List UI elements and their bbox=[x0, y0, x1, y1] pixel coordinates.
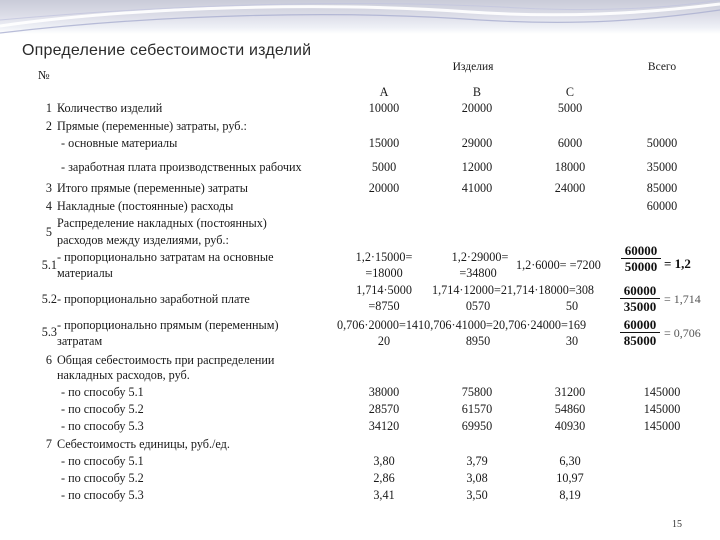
cell-a: 28570 bbox=[368, 402, 400, 416]
row-label: Итого прямые (переменные) затраты bbox=[57, 181, 248, 195]
row-number: 7 bbox=[45, 437, 52, 451]
row-label: - пропорционально заработной плате bbox=[57, 292, 250, 306]
header-total: Всего bbox=[647, 61, 677, 73]
calc-c: 50 bbox=[565, 299, 579, 313]
row-number: 6 bbox=[45, 353, 52, 367]
cell-c: 8,19 bbox=[559, 488, 581, 502]
cell-b: 29000 bbox=[461, 136, 493, 150]
row-label: расходов между изделиями, руб.: bbox=[57, 233, 229, 247]
row-label: - по способу 5.2 bbox=[61, 471, 144, 485]
header-col-a: А bbox=[379, 85, 389, 99]
calc-b: =34800 bbox=[459, 266, 497, 280]
row-number: 2 bbox=[45, 119, 52, 133]
fraction-denominator: 50000 bbox=[624, 259, 658, 274]
row-label: материалы bbox=[57, 266, 113, 280]
header-number: № bbox=[38, 68, 50, 82]
row-number: 1 bbox=[45, 101, 52, 115]
cell-total: 50000 bbox=[646, 136, 678, 150]
cell-b: 75800 bbox=[461, 385, 493, 399]
header-products: Изделия bbox=[452, 61, 494, 73]
cell-total: 145000 bbox=[643, 402, 681, 416]
page-title: Определение себестоимости изделий bbox=[22, 42, 312, 59]
header-col-c: С bbox=[565, 85, 575, 99]
cell-total: 60000 bbox=[646, 199, 678, 213]
cell-total: 145000 bbox=[643, 419, 681, 433]
cell-c: 6000 bbox=[557, 136, 583, 150]
row-label: - пропорционально затратам на основные bbox=[57, 250, 274, 264]
fraction-denominator: 35000 bbox=[623, 299, 657, 314]
cell-c: 54860 bbox=[554, 402, 586, 416]
cell-b: 61570 bbox=[461, 402, 493, 416]
calc-b: 8950 bbox=[465, 334, 491, 348]
cell-b: 41000 bbox=[461, 181, 493, 195]
cell-c: 5000 bbox=[557, 101, 583, 115]
cell-c: 10,97 bbox=[556, 471, 584, 485]
cell-a: 3,80 bbox=[373, 454, 395, 468]
cell-b: 3,08 bbox=[466, 471, 488, 485]
cell-total: 35000 bbox=[646, 160, 678, 174]
cell-b: 69950 bbox=[461, 419, 493, 433]
row-label: - по способу 5.3 bbox=[61, 488, 144, 502]
calc-c: 1,2·6000= =7200 bbox=[516, 258, 601, 272]
cell-a: 10000 bbox=[368, 101, 400, 115]
row-label: - заработная плата производственных рабочих bbox=[61, 160, 302, 174]
cell-a: 2,86 bbox=[373, 471, 395, 485]
calc-abc: 0,706·20000=1410,706·41000=20,706·24000=169 bbox=[337, 318, 587, 332]
row-label: - по способу 5.1 bbox=[61, 385, 144, 399]
cell-c: 18000 bbox=[554, 160, 586, 174]
calc-a: 1,714·5000 bbox=[356, 283, 412, 297]
row-label: - по способу 5.2 bbox=[61, 402, 144, 416]
row-label: Количество изделий bbox=[57, 101, 163, 115]
row-label: - основные материалы bbox=[61, 136, 178, 150]
calc-a: 1,2·15000= bbox=[355, 250, 413, 264]
cell-c: 6,30 bbox=[559, 454, 581, 468]
cell-b: 3,79 bbox=[466, 454, 488, 468]
coefficient-result: = 1,714 bbox=[664, 292, 701, 306]
cell-c: 40930 bbox=[554, 419, 586, 433]
cell-b: 12000 bbox=[461, 160, 493, 174]
row-number: 4 bbox=[45, 199, 52, 213]
cell-a: 20000 bbox=[368, 181, 400, 195]
cell-a: 34120 bbox=[368, 419, 400, 433]
page-number: 15 bbox=[672, 519, 682, 530]
cell-c: 24000 bbox=[554, 181, 586, 195]
row-label: накладных расходов, руб. bbox=[57, 368, 190, 382]
row-label: Прямые (переменные) затраты, руб.: bbox=[57, 119, 247, 133]
calc-a: =18000 bbox=[365, 266, 403, 280]
row-label: - пропорционально прямым (переменным) bbox=[57, 318, 279, 332]
calc-b: 0570 bbox=[465, 299, 491, 313]
fraction-denominator: 85000 bbox=[623, 333, 657, 348]
row-label: Распределение накладных (постоянных) bbox=[57, 216, 267, 230]
decor-swoosh bbox=[0, 0, 720, 40]
cell-total: 145000 bbox=[643, 385, 681, 399]
calc-c: 30 bbox=[565, 334, 579, 348]
cell-a: 38000 bbox=[368, 385, 400, 399]
row-number: 5 bbox=[45, 225, 52, 239]
cell-b: 20000 bbox=[461, 101, 493, 115]
cell-c: 31200 bbox=[554, 385, 586, 399]
cell-a: 15000 bbox=[368, 136, 400, 150]
row-label: - по способу 5.1 bbox=[61, 454, 144, 468]
header-col-b: В bbox=[472, 85, 482, 99]
coefficient-result: = 0,706 bbox=[664, 326, 701, 340]
cell-a: 3,41 bbox=[373, 488, 395, 502]
coefficient-result: = 1,2 bbox=[664, 256, 691, 271]
row-number: 5.3 bbox=[41, 325, 57, 339]
row-number: 3 bbox=[45, 181, 52, 195]
fraction-numerator: 60000 bbox=[623, 317, 657, 332]
fraction-numerator: 60000 bbox=[623, 283, 657, 298]
row-label: затратам bbox=[57, 334, 103, 348]
calc-bc: 1,714·12000=21,714·18000=308 bbox=[432, 283, 595, 297]
fraction-numerator: 60000 bbox=[624, 243, 658, 258]
row-label: - по способу 5.3 bbox=[61, 419, 144, 433]
row-label: Общая себестоимость при распределении bbox=[57, 353, 275, 367]
cell-b: 3,50 bbox=[466, 488, 488, 502]
cell-a: 5000 bbox=[371, 160, 397, 174]
row-label: Накладные (постоянные) расходы bbox=[57, 199, 234, 213]
coefficient-fraction bbox=[620, 318, 660, 347]
calc-b: 1,2·29000= bbox=[451, 250, 509, 264]
row-number: 5.2 bbox=[41, 292, 57, 306]
coefficient-fraction bbox=[620, 284, 660, 313]
calc-a: 20 bbox=[377, 334, 391, 348]
row-label: Себестоимость единицы, руб./ед. bbox=[57, 437, 230, 451]
row-number: 5.1 bbox=[41, 258, 57, 272]
cell-total: 85000 bbox=[646, 181, 678, 195]
coefficient-fraction bbox=[621, 244, 661, 273]
calc-a: =8750 bbox=[368, 299, 400, 313]
